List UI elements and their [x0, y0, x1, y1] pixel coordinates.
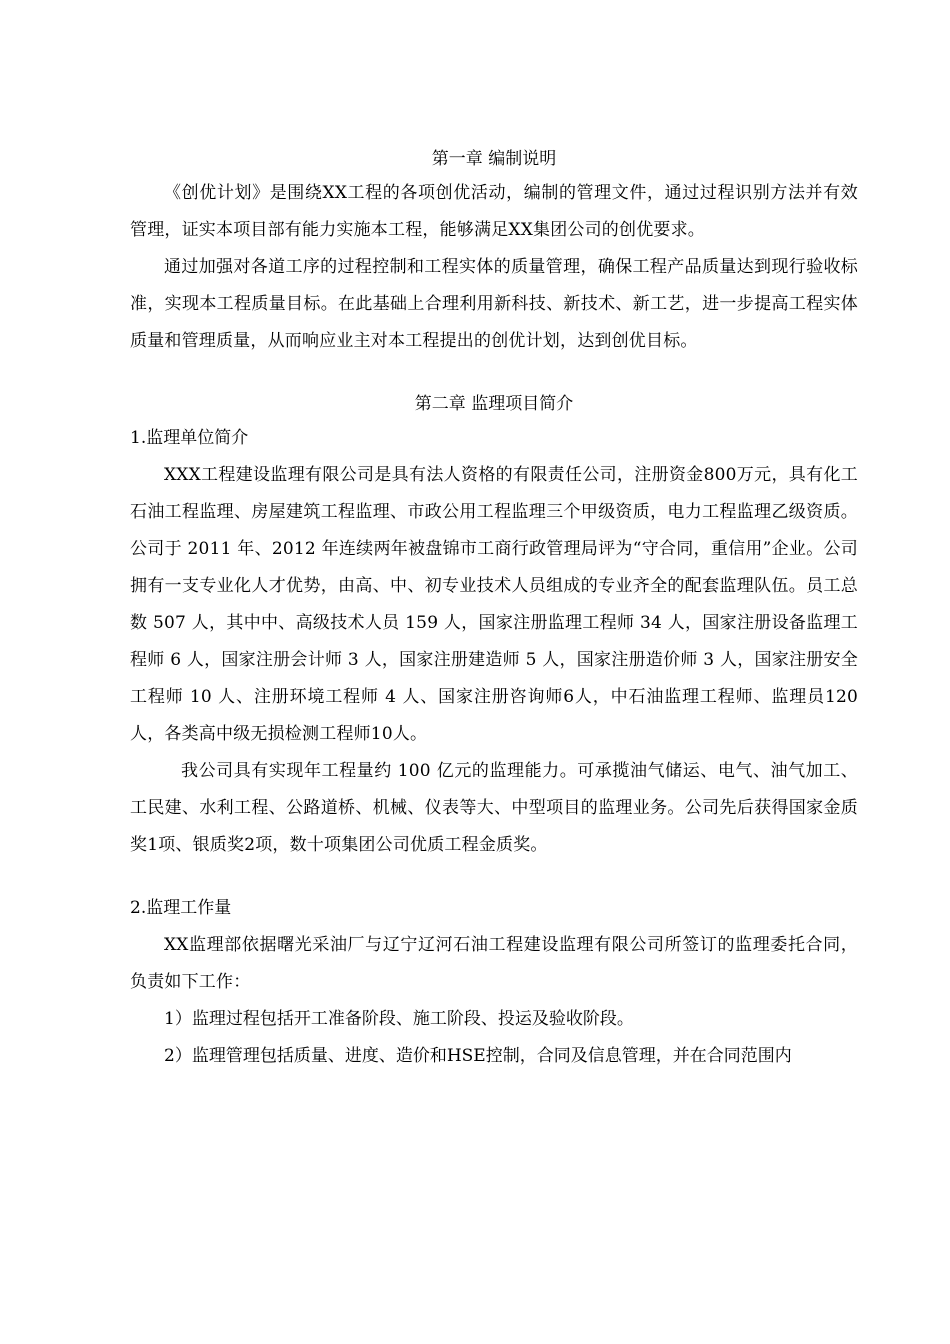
chapter2-title: 第二章 监理项目简介	[414, 394, 574, 414]
section2-item-2: 2）监理管理包括质量、进度、造价和HSE控制，合同及信息管理，并在合同范围内	[164, 1046, 792, 1066]
chapter1-paragraph-2: 通过加强对各道工序的过程控制和工程实体的质量管理，确保工程产品质量达到现行验收标准，实现本工程质量目标。在此基础上合理利用新科技、新技术、新工艺，进一步提高工程实体质量和管理质量，从而响应业主对本工程提出的创优计划，达到创优目标。	[130, 257, 858, 351]
section1-paragraph-2: 我公司具有实现年工程量约 100 亿元的监理能力。可承揽油气储运、电气、油气加工、工民建、水利工程、公路道桥、机械、仪表等大、中型项目的监理业务。公司先后获得国家金质奖1项、银质奖2项，数十项集团公司优质工程金质奖。	[130, 761, 858, 855]
chapter1-title: 第一章 编制说明	[431, 149, 557, 169]
section2-heading: 2.监理工作量	[130, 898, 232, 918]
section1-paragraph-1: XXX工程建设监理有限公司是具有法人资格的有限责任公司，注册资金800万元，具有化工石油工程监理、房屋建筑工程监理、市政公用工程监理三个甲级资质，电力工程监理乙级资质。公司于 2011 年、2012 年连续两年被盘锦市工商行政管理局评为“守合同，重信用”企业。公司拥有一支专业化人才优势，由高、中、初专业技术人员组成的专业齐全的配套监理队伍。员工总数 507 人，其中中、高级技术人员 159 人，国家注册监理工程师 34 人，国家注册设备监理工程师 6 人，国家注册会计师 3 人，国家注册建造师 5 人，国家注册造价师 3 人，国家注册安全工程师 10 人、注册环境工程师 4 人、国家注册咨询师6人，中石油监理工程师、监理员120人，各类高中级无损检测工程师10人。	[130, 465, 858, 744]
spacer	[130, 360, 858, 388]
section1-heading: 1.监理单位简介	[130, 428, 249, 448]
chapter1-paragraph-1: 《创优计划》是围绕XX工程的各项创优活动，编制的管理文件，通过过程识别方法并有效管理，证实本项目部有能力实施本工程，能够满足XX集团公司的创优要求。	[130, 183, 858, 240]
spacer	[130, 864, 858, 890]
section2-item-1: 1）监理过程包括开工准备阶段、施工阶段、投运及验收阶段。	[164, 1009, 634, 1029]
document-body	[130, 143, 858, 1075]
section2-intro: XX监理部依据曙光采油厂与辽宁辽河石油工程建设监理有限公司所签订的监理委托合同，负责如下工作：	[130, 935, 858, 992]
